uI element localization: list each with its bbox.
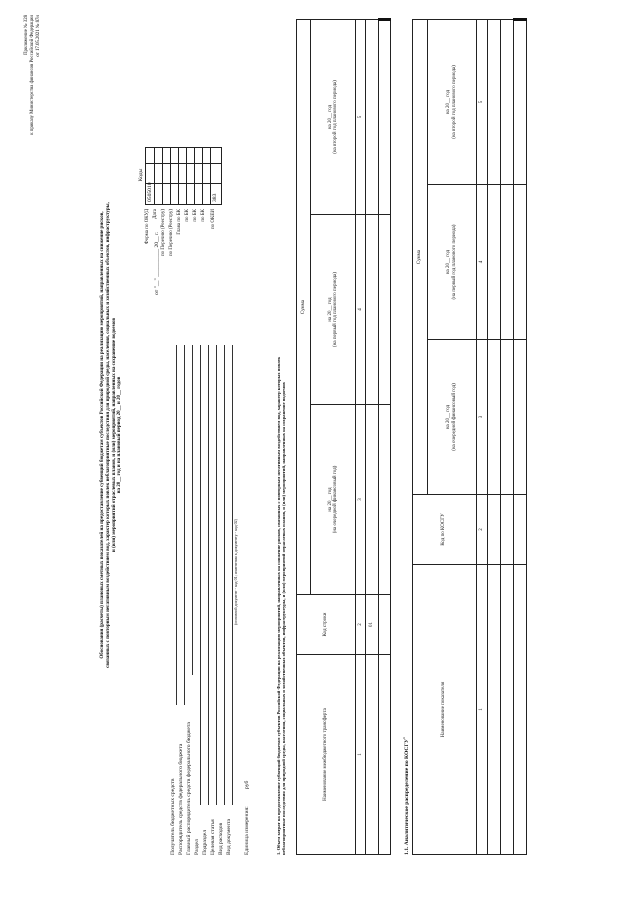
s1-row-y3[interactable] [366,20,378,215]
s11-row2-y2[interactable] [500,185,513,340]
s11-col-y3: на 20__ год (на второй год планового периода) [428,20,476,185]
unit-label: Единица измерения: [244,806,250,855]
codes-header: Коды [138,168,144,182]
field-section-label: Раздел [194,839,200,855]
s11-num-1: 1 [476,565,487,855]
form-okud-label: Форма по ОКУД [145,209,150,245]
s11-row1-code[interactable] [487,495,500,565]
s1-row-name[interactable] [366,655,378,855]
s1-num-4: 4 [356,215,366,405]
bk-label-2: по БК [193,209,198,222]
section1-title [276,357,287,855]
reestr-label-2: по Перечню (Реестру) [169,209,174,257]
okei-code: 383 [212,193,218,202]
appendix-order: к приказу Министерства финансов Российской Федерации [29,15,35,135]
s1-row-code: 01 [366,595,378,655]
s11-row2-y1[interactable] [500,340,513,495]
s1-col-y1: на 20__ год (на очередной финансовый год) [311,405,356,595]
field-subsection-line[interactable] [208,345,209,805]
s1-col-y3: на 20__ год (на второй год планового периода) [311,20,356,215]
s1-col-y2: на 20__ год (на первый год планового периода) [311,215,356,405]
okei-label: по ОКЕИ [211,209,216,230]
field-target-article-line[interactable] [216,345,217,805]
field-section-line[interactable] [200,345,201,805]
s11-col-sum: Сумма [413,20,428,495]
title-line-2: связанных с повторным негативным воздействием вод, характер которых повлек неблагоприятные последствия для природной среды, населения, социальных и хозяйственных объектов, инфраструктуры, [105,202,111,668]
field-manager-label: Распорядитель средств федерального бюджета [178,743,184,855]
title-line-3: и (или) мероприятий отраслевых планов, и (или) мероприятий, направленных на сохранение водоемов [111,317,117,553]
field-chief-manager-label: Главный распорядитель средств федерального бюджета [186,722,192,855]
title-line-1: Обоснования (расчеты) плановых сметных показателей на предоставление субвенций бюджетам субъектов Российской Федерации на реализацию мероприятий, направленных на снижение рисков, [100,211,105,659]
field-document-hint: (основной документ - код 01; изменения к документу - код 02) [233,519,238,625]
s11-num-3: 3 [476,340,487,495]
s1-num-3: 3 [356,405,366,595]
section11-title-text: 1.1. Аналитическое распределение по КОСГУ [403,738,410,855]
s1-col-name: Наименование межбюджетного трансферта [297,655,356,855]
title-line-4: на 20__ год и на плановый период 20__ и 20__ годов [117,376,123,494]
s11-row3-y3[interactable] [513,20,526,185]
reestr-label-1: по Перечню (Реестру) [161,209,166,257]
s1-row2-code[interactable] [378,595,390,655]
s11-num-4: 4 [476,185,487,340]
s11-row3-y1[interactable] [513,340,526,495]
s11-row1-name[interactable] [487,565,500,855]
s1-row-y1[interactable] [366,405,378,595]
appendix-header [24,15,41,165]
appendix-date: от 17.05.2021 № 87н [35,15,41,57]
s1-col-code: Код строки [297,595,356,655]
form-code: 0505010 [147,182,153,202]
appendix-number: Приложение № 328 [24,15,29,55]
s11-row1-y3[interactable] [487,20,500,185]
section1-table [296,18,391,855]
s1-row2-y1[interactable] [378,405,390,595]
field-recipient-line[interactable] [176,345,177,705]
bk-label-3: по БК [201,209,206,222]
field-manager-line[interactable] [184,345,185,705]
s11-row3-y2[interactable] [513,185,526,340]
s11-col-y1: на 20__ год (на очередной финансовый год) [428,340,476,495]
date-line: от "__" __________ 20__ г. [154,231,160,295]
s1-row2-name[interactable] [378,655,390,855]
section1-title-line-1: 1. Объем затрат на предоставление субвенций бюджетам субъектов Российской Федерации на реализацию мероприятий, направленных на снижение рисков, связанных с повторным негативным воздействием вод, характер которых повлек [276,356,281,855]
field-expense-type-line[interactable] [224,345,225,805]
glava-bk-label: Глава по БК [177,209,182,235]
s11-row2-y3[interactable] [500,20,513,185]
codes-box [145,147,222,205]
s11-num-5: 5 [476,20,487,185]
section11-title [402,737,410,855]
s1-col-sum: Сумма [297,20,311,595]
s11-row2-name[interactable] [500,565,513,855]
s11-row1-y1[interactable] [487,340,500,495]
field-subsection-label: Подраздел [202,829,208,855]
field-target-article-label: Целевая статья [210,819,216,855]
s11-row2-code[interactable] [500,495,513,565]
s11-num-2: 2 [476,495,487,565]
s1-row-y2[interactable] [366,215,378,405]
section1-title-line-2: неблагоприятные последствия для природной среды, населения, социальных и хозяйственных объектов, инфраструктуры, и (или) мероприятий отраслевых планов, и (или) мероприятий, направленных на сохранение водоемов [281,382,287,855]
date-label: Дата [153,209,158,219]
s1-row2-y3[interactable] [378,20,390,215]
s11-col-name: Наименование показателя [413,565,477,855]
s1-row2-y2[interactable] [378,215,390,405]
unit-value: руб [244,780,250,789]
field-document-type-label: Вид документа [226,819,232,855]
section11-table [412,18,527,855]
s1-num-5: 5 [356,20,366,215]
field-chief-manager-line[interactable] [192,345,193,675]
s11-row1-y2[interactable] [487,185,500,340]
field-expense-type-label: Вид расходов [218,822,224,855]
field-recipient-label: Получатель бюджетных средств [170,778,176,855]
s11-row3-name[interactable] [513,565,526,855]
bk-label-1: по БК [185,209,190,222]
document-title [100,55,123,815]
s1-num-1: 1 [356,655,366,855]
s11-col-code: Код по КОСГУ [413,495,477,565]
s11-row3-code[interactable] [513,495,526,565]
s1-num-2: 2 [356,595,366,655]
section11-title-sup: 1 [402,737,406,739]
s11-col-y2: на 20__ год (на первый год планового периода) [428,185,476,340]
